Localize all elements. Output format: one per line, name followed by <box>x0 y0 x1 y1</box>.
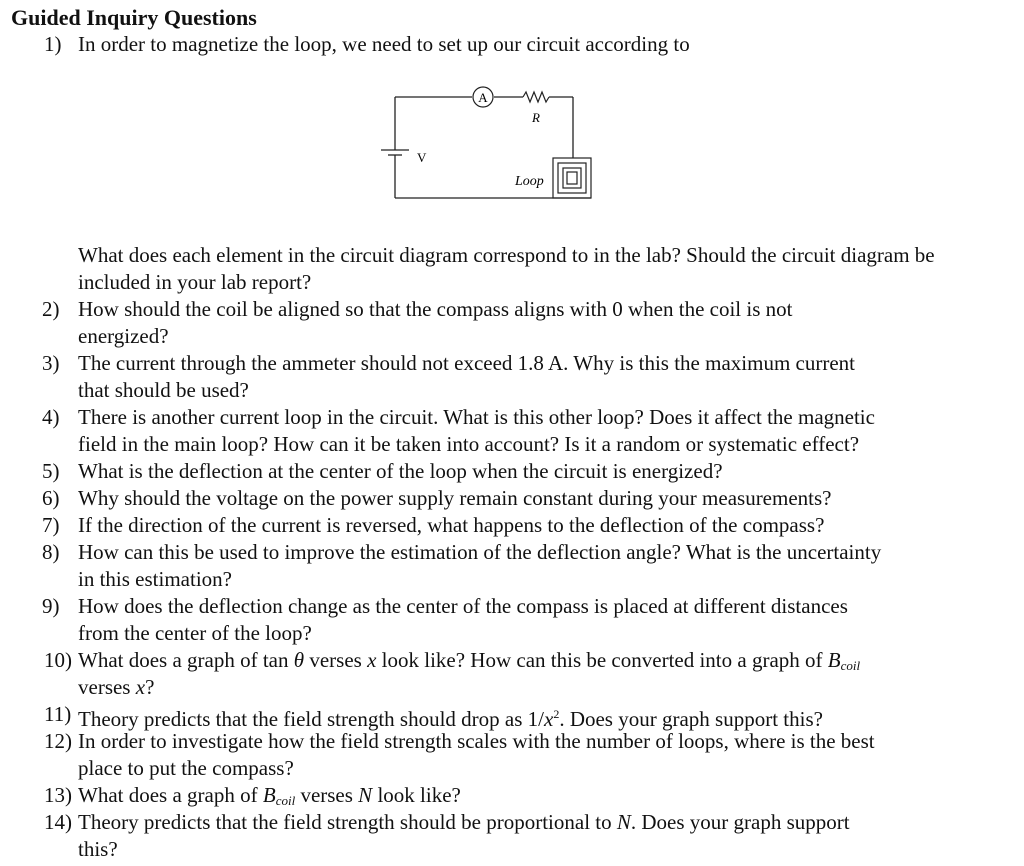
x-variable: x <box>367 648 377 672</box>
circuit-diagram <box>375 84 605 208</box>
question-number: 10) <box>44 648 72 672</box>
question-text-continued: from the center of the loop? <box>78 621 312 645</box>
coil-subscript: coil <box>840 658 861 673</box>
question-text: How does the deflection change as the center of the compass is placed at different distances <box>78 594 848 618</box>
x-variable: x <box>543 707 554 731</box>
question-6 <box>0 485 1024 512</box>
question-text: In order to magnetize the loop, we need to set up our circuit according to <box>78 32 690 56</box>
question-number: 12) <box>44 729 72 753</box>
question-number: 5) <box>42 459 60 483</box>
question-11 <box>0 701 1024 731</box>
question-7 <box>0 512 1024 539</box>
question-number: 1) <box>44 32 62 56</box>
question-9 <box>0 593 1024 647</box>
b-variable: B <box>827 648 841 672</box>
question-list <box>0 296 1024 863</box>
question-3 <box>0 350 1024 404</box>
question-text-continued: field in the main loop? How can it be taken into account? Is it a random or systematic effect? <box>78 432 860 456</box>
question-text: Theory predicts that the field strength should be proportional to N. Does your graph support <box>78 810 850 834</box>
question-number: 4) <box>42 405 60 429</box>
voltage-label: V <box>417 150 427 165</box>
loop-coil-core <box>567 172 577 184</box>
exponent: 2 <box>553 707 560 721</box>
question-number: 13) <box>44 783 72 807</box>
question-1-followup: What does each element in the circuit diagram correspond to in the lab? Should the circuit diagram be included in your lab report? <box>78 243 935 294</box>
question-text: What does a graph of $B_{coil}$ verses N look like? <box>78 783 461 808</box>
loop-coil-outer <box>553 158 591 198</box>
loop-label: Loop <box>515 174 544 189</box>
x-variable: x <box>135 675 146 699</box>
loop-coil-inner <box>563 168 581 188</box>
question-4 <box>0 404 1024 458</box>
question-text: How can this be used to improve the estimation of the deflection angle? What is the uncertainty <box>78 540 882 564</box>
b-variable: B <box>262 783 276 807</box>
question-text: Why should the voltage on the power supply remain constant during your measurements? <box>78 486 832 510</box>
resistor-symbol <box>523 92 549 102</box>
question-number: 2) <box>42 297 60 321</box>
question-text: What does a graph of tan θ verses x look like? How can this be converted into a graph of $B_{coil}$ <box>78 648 861 673</box>
question-text-continued: place to put the compass? <box>78 756 294 780</box>
question-text: If the direction of the current is reversed, what happens to the deflection of the compass? <box>78 513 825 537</box>
question-text: How should the coil be aligned so that the compass aligns with 0 when the coil is not <box>78 297 793 321</box>
question-12 <box>0 728 1024 782</box>
n-variable: N <box>358 783 373 807</box>
question-number: 7) <box>42 513 60 537</box>
question-text: In order to investigate how the field strength scales with the number of loops, where is the best <box>78 729 875 753</box>
question-number: 8) <box>42 540 60 564</box>
question-10 <box>0 647 1024 701</box>
question-text-continued: verses x? <box>78 675 155 699</box>
n-variable: N <box>616 810 631 834</box>
question-text-continued: in this estimation? <box>78 567 232 591</box>
question-2 <box>0 296 1024 350</box>
question-text: There is another current loop in the circuit. What is this other loop? Does it affect the magnetic <box>78 405 875 429</box>
section-heading: Guided Inquiry Questions <box>11 5 257 30</box>
ammeter-label: A <box>478 90 488 105</box>
theta-symbol: θ <box>293 648 305 672</box>
question-number: 3) <box>42 351 60 375</box>
question-13 <box>0 782 1024 809</box>
question-text-continued: energized? <box>78 324 169 348</box>
question-8 <box>0 539 1024 593</box>
circuit-diagram-svg <box>375 84 605 208</box>
question-number: 14) <box>44 810 72 834</box>
question-text: The current through the ammeter should not exceed 1.8 A. Why is this the maximum current <box>78 351 855 375</box>
question-14 <box>0 809 1024 863</box>
question-text: What is the deflection at the center of the loop when the circuit is energized? <box>78 459 723 483</box>
question-number: 11) <box>44 702 72 726</box>
question-text-continued: this? <box>78 837 118 861</box>
question-text: Theory predicts that the field strength should drop as $1/x^2$. Does your graph support this? <box>78 707 823 731</box>
coil-subscript: coil <box>275 793 296 808</box>
question-5 <box>0 458 1024 485</box>
question-text-continued: that should be used? <box>78 378 249 402</box>
resistor-label: R <box>532 110 540 125</box>
question-number: 6) <box>42 486 60 510</box>
question-number: 9) <box>42 594 60 618</box>
